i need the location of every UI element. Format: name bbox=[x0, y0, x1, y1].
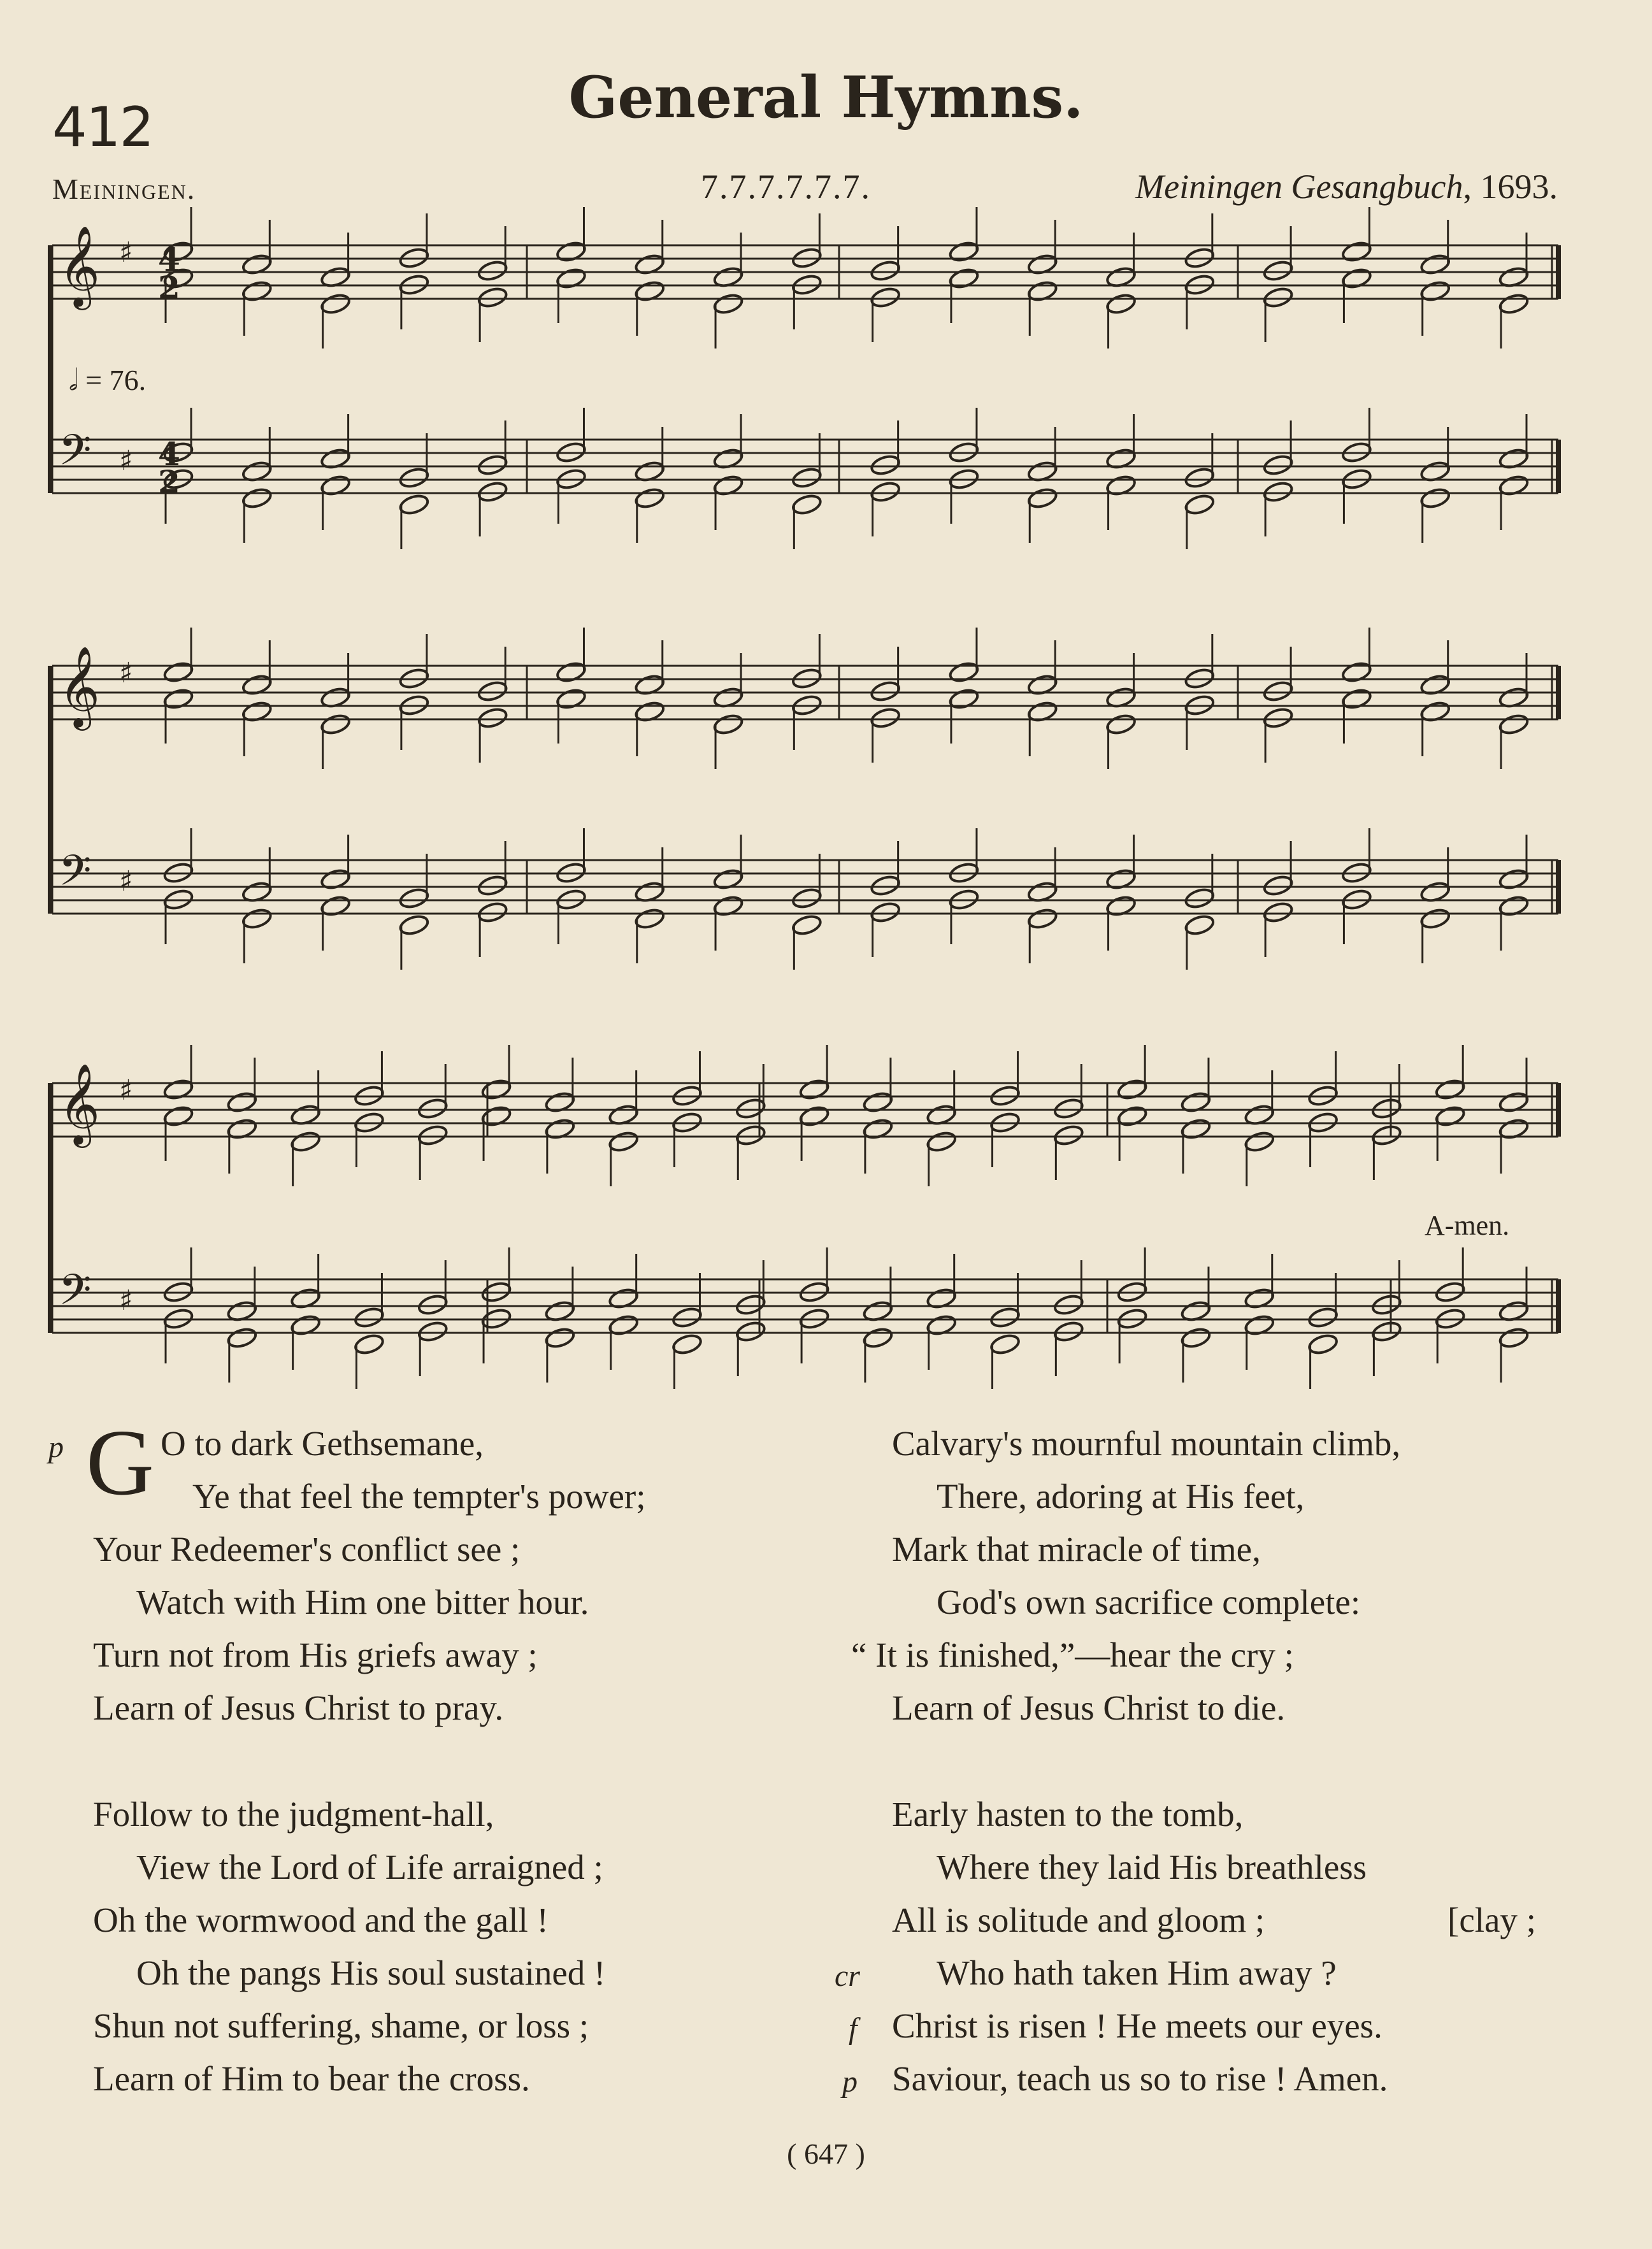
dynamic-mark: cr bbox=[835, 1959, 860, 1993]
note-head bbox=[1371, 1124, 1402, 1147]
note-head bbox=[477, 874, 508, 897]
note-head bbox=[477, 901, 508, 924]
amen-label: A-men. bbox=[1425, 1210, 1510, 1241]
note-head bbox=[926, 1130, 957, 1153]
verse-line: “ It is finished,”—hear the cry ; bbox=[851, 1635, 1294, 1674]
note-head bbox=[398, 887, 429, 910]
note-head bbox=[398, 914, 429, 937]
note-head bbox=[1262, 707, 1293, 729]
note-head bbox=[862, 1326, 893, 1349]
note-head bbox=[162, 1078, 194, 1101]
note-head bbox=[354, 1306, 385, 1329]
verse-line: There, adoring at His feet, bbox=[937, 1477, 1305, 1516]
note-head bbox=[544, 1326, 575, 1349]
note-head bbox=[556, 267, 587, 290]
note-head bbox=[870, 480, 901, 503]
sharp-icon: ♯ bbox=[119, 236, 133, 269]
note-head bbox=[1262, 680, 1293, 703]
note-head bbox=[241, 487, 273, 510]
note-head bbox=[417, 1124, 449, 1147]
verse-overflow: [clay ; bbox=[1447, 1901, 1536, 1939]
verse-line: Christ is risen ! He meets our eyes. bbox=[892, 2006, 1383, 2045]
note-head bbox=[398, 466, 429, 489]
note-head bbox=[480, 1105, 512, 1128]
note-head bbox=[1117, 1078, 1148, 1101]
note-head bbox=[735, 1097, 766, 1120]
note-head bbox=[1262, 480, 1293, 503]
note-head bbox=[798, 1105, 830, 1128]
verse-line: Oh the wormwood and the gall ! bbox=[93, 1901, 549, 1939]
note-head bbox=[320, 292, 351, 315]
note-head bbox=[1184, 466, 1215, 489]
note-head bbox=[948, 240, 979, 263]
note-head bbox=[1262, 454, 1293, 477]
treble-time-signature-numerator: 4 bbox=[158, 241, 180, 278]
page-number: ( 647 ) bbox=[787, 2138, 865, 2170]
note-head bbox=[1184, 887, 1215, 910]
note-head bbox=[1371, 1320, 1402, 1343]
tempo-marking: 𝅗𝅥 = 76. bbox=[69, 364, 147, 396]
verse-line: Saviour, teach us so to rise ! Amen. bbox=[892, 2059, 1388, 2098]
note-head bbox=[162, 661, 194, 684]
note-head bbox=[477, 480, 508, 503]
sharp-icon: ♯ bbox=[119, 1074, 133, 1107]
note-head bbox=[354, 1333, 385, 1356]
verse-line: Calvary's mournful mountain climb, bbox=[892, 1424, 1401, 1463]
note-head bbox=[870, 259, 901, 282]
note-head bbox=[477, 286, 508, 309]
note-head bbox=[477, 454, 508, 477]
verse-line: Early hasten to the tomb, bbox=[892, 1795, 1244, 1834]
note-head bbox=[241, 907, 273, 930]
verse-line: O to dark Gethsemane, bbox=[161, 1424, 484, 1463]
note-head bbox=[791, 493, 822, 516]
note-head bbox=[1053, 1097, 1084, 1120]
note-head bbox=[712, 292, 743, 315]
note-head bbox=[1371, 1293, 1402, 1316]
treble-time-signature-denominator: 2 bbox=[158, 269, 180, 306]
verse-line: Your Redeemer's conflict see ; bbox=[93, 1530, 521, 1569]
verse-line: God's own sacrifice complete: bbox=[937, 1583, 1361, 1621]
verse-line: View the Lord of Life arraigned ; bbox=[136, 1848, 603, 1886]
tune-name: Meiningen. bbox=[52, 173, 196, 205]
note-head bbox=[556, 240, 587, 263]
note-head bbox=[1307, 1333, 1339, 1356]
verse-line: Oh the pangs His soul sustained ! bbox=[136, 1953, 606, 1992]
treble-clef-icon: 𝄞 bbox=[59, 645, 101, 727]
note-head bbox=[870, 454, 901, 477]
meter: 7.7.7.7.7.7. bbox=[701, 168, 871, 206]
drop-cap: G bbox=[86, 1411, 154, 1515]
note-head bbox=[226, 1326, 257, 1349]
note-head bbox=[791, 887, 822, 910]
treble-clef-icon: 𝄞 bbox=[59, 225, 101, 306]
notes bbox=[162, 207, 1529, 1389]
note-head bbox=[870, 286, 901, 309]
verse-line: Follow to the judgment-hall, bbox=[93, 1795, 494, 1834]
verse-line: Ye that feel the tempter's power; bbox=[192, 1477, 646, 1516]
verse-line: Learn of Jesus Christ to die. bbox=[892, 1688, 1286, 1727]
note-head bbox=[477, 680, 508, 703]
note-head bbox=[1262, 259, 1293, 282]
note-head bbox=[1053, 1293, 1084, 1316]
note-head bbox=[1262, 286, 1293, 309]
note-head bbox=[1105, 292, 1137, 315]
note-head bbox=[735, 1320, 766, 1343]
note-head bbox=[162, 1105, 194, 1128]
note-head bbox=[1341, 687, 1372, 710]
source-name: Meiningen Gesangbuch bbox=[1135, 168, 1463, 206]
note-head bbox=[1244, 1130, 1275, 1153]
note-head bbox=[1053, 1124, 1084, 1147]
note-head bbox=[417, 1097, 449, 1120]
note-head bbox=[870, 707, 901, 729]
note-head bbox=[634, 907, 665, 930]
note-head bbox=[1027, 487, 1058, 510]
bass-clef-icon: 𝄢 bbox=[59, 1265, 92, 1325]
note-head bbox=[712, 713, 743, 736]
note-head bbox=[870, 901, 901, 924]
note-head bbox=[1371, 1097, 1402, 1120]
note-head bbox=[556, 687, 587, 710]
note-head bbox=[989, 1306, 1021, 1329]
verse-line: Shun not suffering, shame, or loss ; bbox=[93, 2006, 589, 2045]
dynamic-mark: p bbox=[48, 1430, 64, 1464]
verse-line: Learn of Him to bear the cross. bbox=[93, 2059, 530, 2098]
note-head bbox=[1341, 267, 1372, 290]
note-head bbox=[290, 1130, 321, 1153]
note-head bbox=[417, 1293, 449, 1316]
music-staves bbox=[50, 225, 1558, 1333]
note-head bbox=[477, 707, 508, 729]
dynamic-mark: f bbox=[849, 2012, 858, 2046]
note-head bbox=[1262, 901, 1293, 924]
sharp-icon: ♯ bbox=[119, 445, 133, 477]
note-head bbox=[1105, 713, 1137, 736]
note-head bbox=[162, 687, 194, 710]
bass-clef-icon: 𝄢 bbox=[59, 426, 92, 485]
note-head bbox=[1419, 487, 1451, 510]
time-signatures bbox=[158, 241, 180, 501]
running-title: General Hymns. bbox=[568, 64, 1084, 131]
source-year: , 1693. bbox=[1463, 168, 1558, 206]
note-head bbox=[798, 1078, 830, 1101]
note-head bbox=[634, 487, 665, 510]
note-head bbox=[1498, 713, 1529, 736]
dynamic-mark: p bbox=[842, 2065, 858, 2099]
note-head bbox=[398, 493, 429, 516]
verse-line: All is solitude and gloom ; bbox=[892, 1901, 1265, 1939]
note-head bbox=[477, 259, 508, 282]
note-head bbox=[989, 1333, 1021, 1356]
note-head bbox=[870, 680, 901, 703]
sharp-icon: ♯ bbox=[119, 1284, 133, 1317]
verse-line: Mark that miracle of time, bbox=[892, 1530, 1261, 1569]
note-head bbox=[480, 1078, 512, 1101]
note-head bbox=[791, 914, 822, 937]
note-head bbox=[1435, 1078, 1466, 1101]
note-head bbox=[1262, 874, 1293, 897]
note-head bbox=[1498, 292, 1529, 315]
sharp-icon: ♯ bbox=[119, 865, 133, 898]
note-head bbox=[870, 874, 901, 897]
note-head bbox=[735, 1293, 766, 1316]
note-head bbox=[556, 661, 587, 684]
verse-line: Learn of Jesus Christ to pray. bbox=[93, 1688, 504, 1727]
note-head bbox=[1184, 493, 1215, 516]
note-head bbox=[1307, 1306, 1339, 1329]
note-head bbox=[1498, 1326, 1529, 1349]
note-head bbox=[948, 687, 979, 710]
note-head bbox=[1053, 1320, 1084, 1343]
note-head bbox=[1419, 907, 1451, 930]
verse-line: Who hath taken Him away ? bbox=[937, 1953, 1337, 1992]
note-head bbox=[1184, 914, 1215, 937]
note-head bbox=[1341, 661, 1372, 684]
verse-line: Turn not from His griefs away ; bbox=[93, 1635, 538, 1674]
verse-line: Where they laid His breathless bbox=[937, 1848, 1367, 1886]
verse-line: Watch with Him one bitter hour. bbox=[136, 1583, 589, 1621]
note-head bbox=[791, 466, 822, 489]
note-head bbox=[948, 267, 979, 290]
note-head bbox=[1117, 1105, 1148, 1128]
note-head bbox=[672, 1306, 703, 1329]
bass-time-signature-numerator: 4 bbox=[158, 435, 180, 473]
note-head bbox=[1180, 1326, 1211, 1349]
note-head bbox=[1027, 907, 1058, 930]
note-head bbox=[948, 661, 979, 684]
note-head bbox=[320, 713, 351, 736]
bass-clef-icon: 𝄢 bbox=[59, 846, 92, 905]
note-head bbox=[417, 1320, 449, 1343]
note-head bbox=[672, 1333, 703, 1356]
hymn-number: 412 bbox=[52, 96, 154, 159]
bass-time-signature-denominator: 2 bbox=[158, 463, 180, 501]
sharp-icon: ♯ bbox=[119, 657, 133, 689]
note-head bbox=[608, 1130, 639, 1153]
treble-clef-icon: 𝄞 bbox=[59, 1063, 101, 1144]
note-head bbox=[1341, 240, 1372, 263]
note-head bbox=[735, 1124, 766, 1147]
note-head bbox=[1435, 1105, 1466, 1128]
